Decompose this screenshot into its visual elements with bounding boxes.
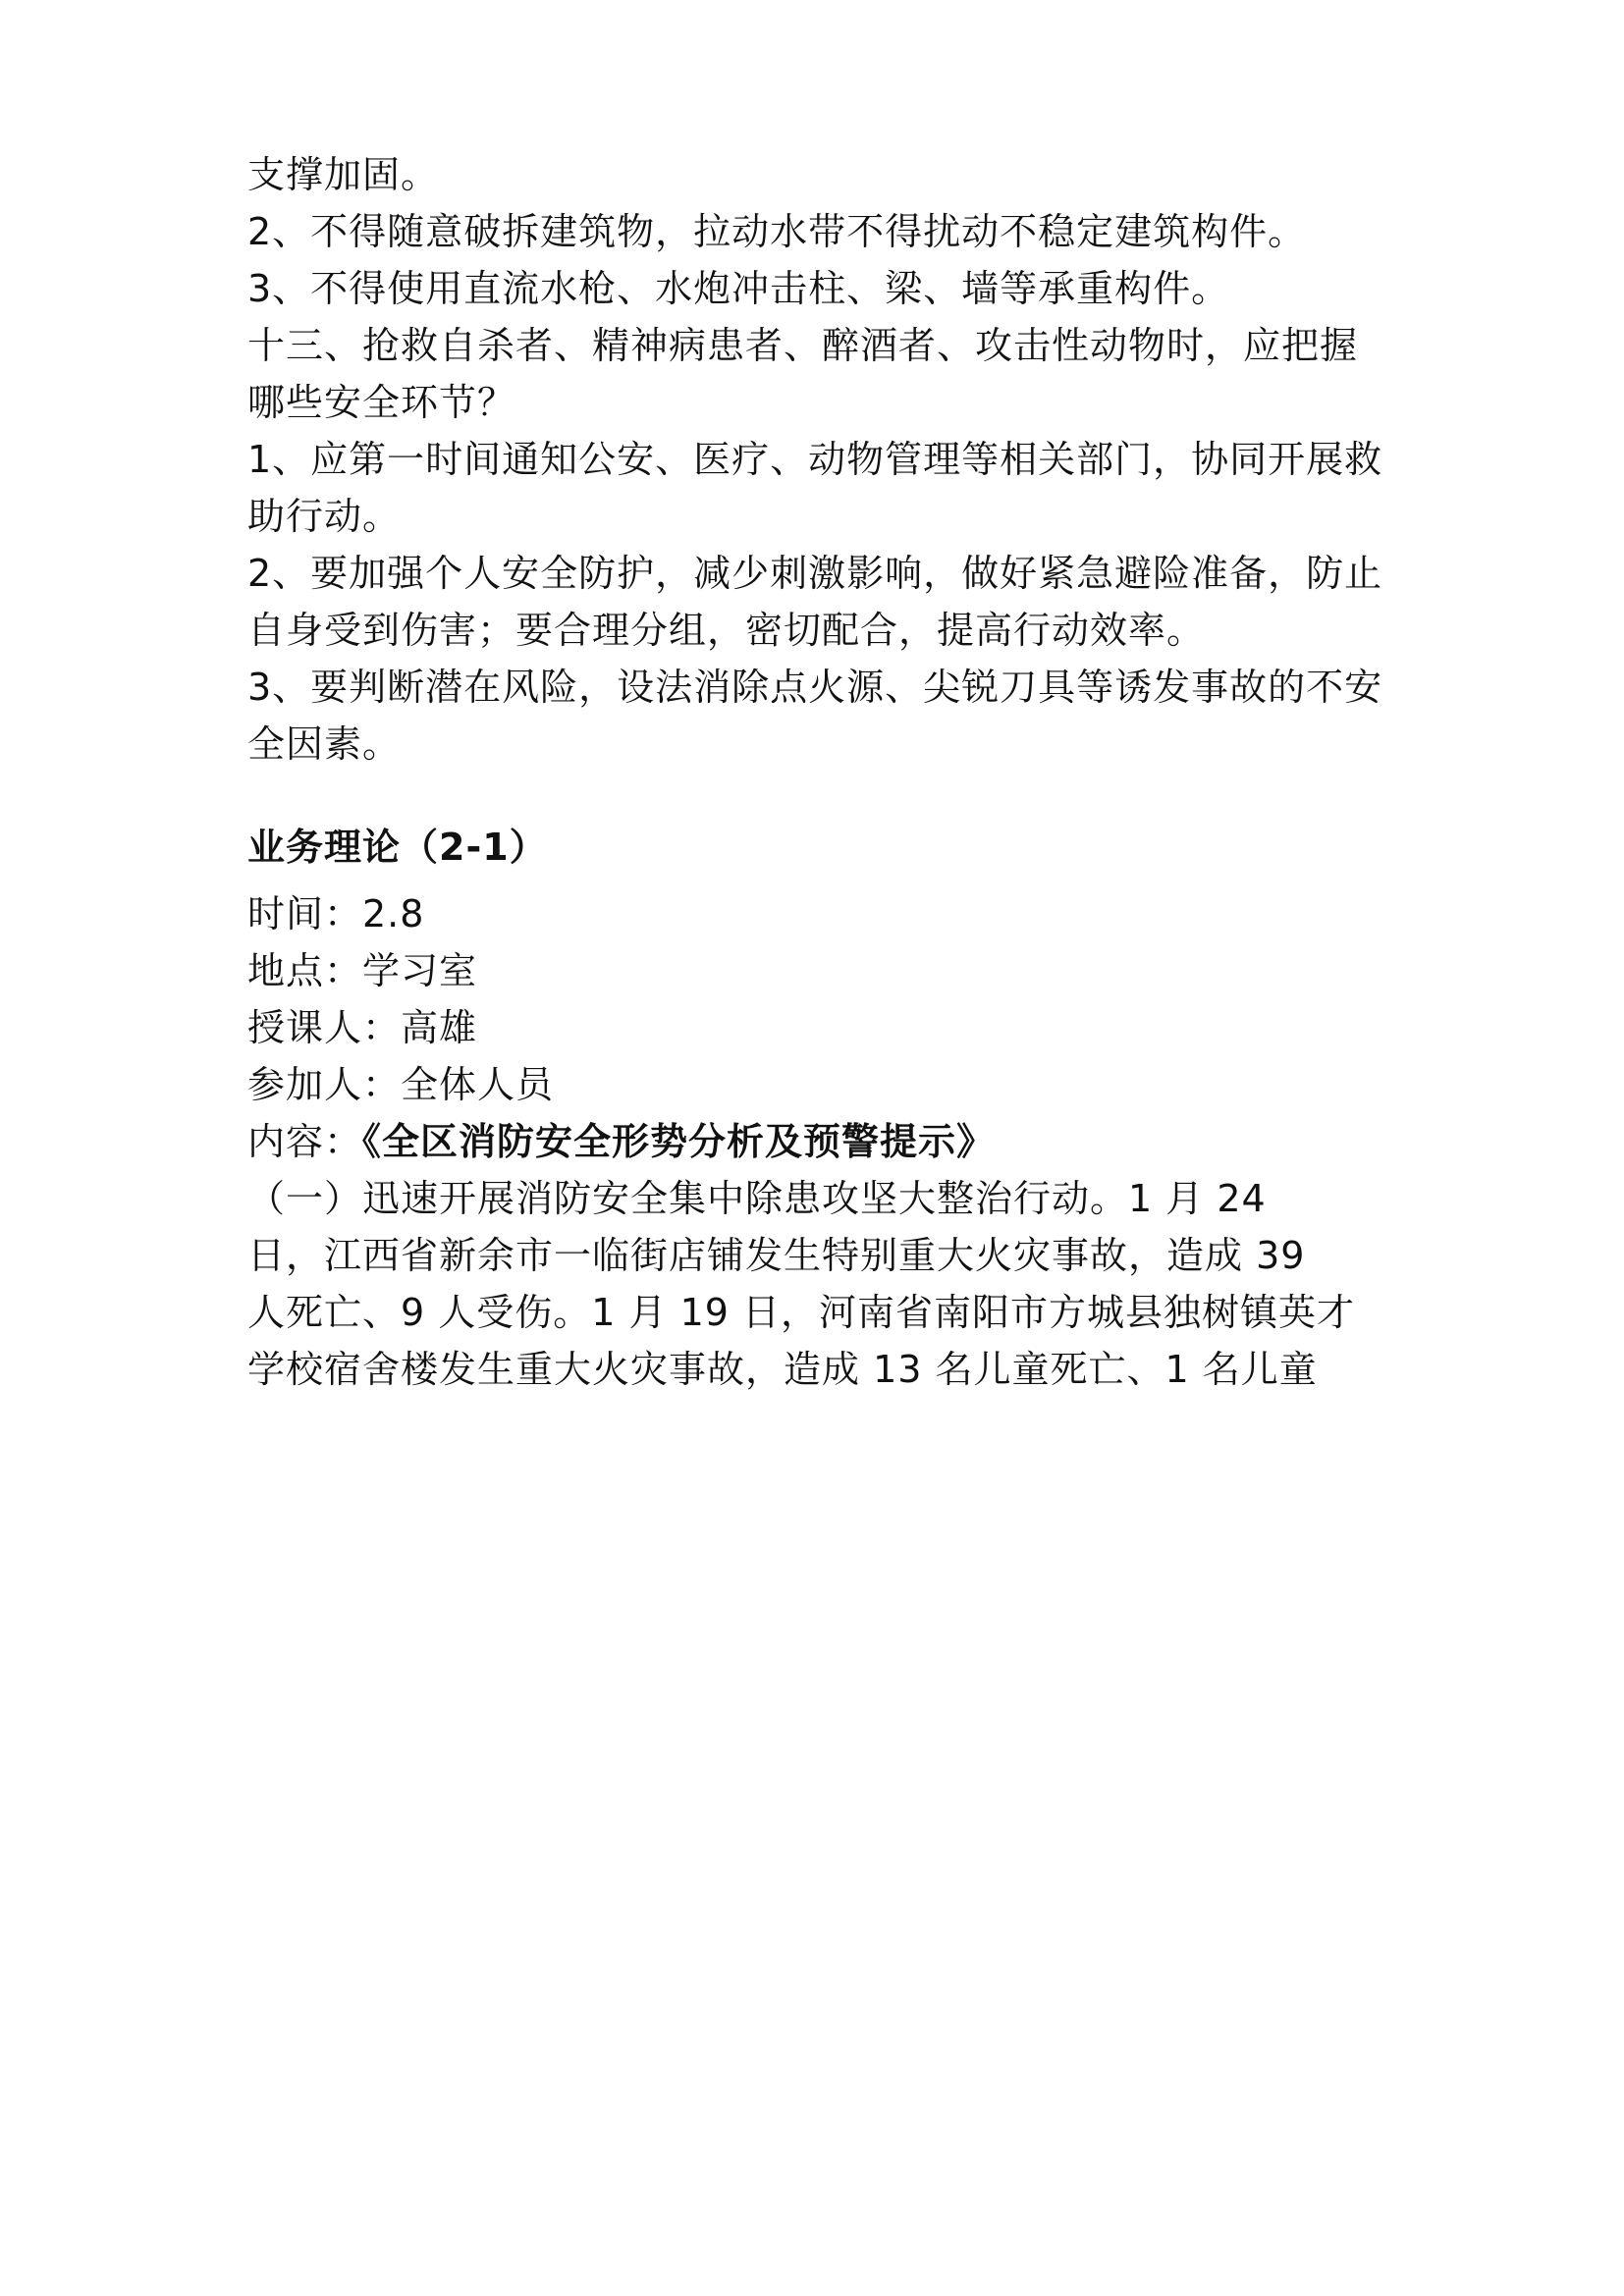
body-line: 学校宿舍楼发生重大火灾事故，造成 13 名儿童死亡、1 名儿童 (247, 1348, 1318, 1391)
lesson-content (247, 1114, 995, 1169)
paragraph-line: 3、不得使用直流水枪、水炮冲击柱、梁、墙等承重构件。 (247, 267, 1230, 310)
question-heading-line: 十三、抢救自杀者、精神病患者、醉酒者、攻击性动物时，应把握 (247, 324, 1359, 367)
paragraph-line: 支撑加固。 (247, 153, 440, 196)
content-title: 《全区消防安全形势分析及预警提示》 (362, 1120, 996, 1163)
question-heading-line: 哪些安全环节？ (247, 381, 516, 424)
body-line: （一）迅速开展消防安全集中除患攻坚大整治行动。1 月 24 (247, 1177, 1267, 1220)
lesson-time: 时间：2.8 (247, 892, 425, 935)
paragraph-line: 3、要判断潜在风险，设法消除点火源、尖锐刀具等诱发事故的不安 (247, 666, 1383, 709)
body-line: 人死亡、9 人受伤。1 月 19 日，河南省南阳市方城县独树镇英才 (247, 1291, 1356, 1334)
paragraph-line: 助行动。 (247, 495, 402, 538)
lesson-location: 地点：学习室 (247, 949, 478, 992)
lesson-instructor: 授课人：高雄 (247, 1006, 478, 1049)
content-label: 内容： (247, 1120, 363, 1163)
body-line: 日，江西省新余市一临街店铺发生特别重大火灾事故，造成 39 (247, 1234, 1306, 1277)
paragraph-line: 1、应第一时间通知公安、医疗、动物管理等相关部门，协同开展救 (247, 438, 1383, 481)
paragraph-line: 全因素。 (247, 722, 402, 766)
paragraph-line: 2、不得随意破拆建筑物，拉动水带不得扰动不稳定建筑构件。 (247, 210, 1307, 253)
paragraph-line: 2、要加强个人安全防护，减少刺激影响，做好紧急避险准备，防止 (247, 552, 1383, 595)
paragraph-line: 自身受到伤害；要合理分组，密切配合，提高行动效率。 (247, 609, 1206, 652)
lesson-title: 业务理论（2-1） (247, 826, 548, 869)
lesson-participants: 参加人：全体人员 (247, 1063, 555, 1106)
